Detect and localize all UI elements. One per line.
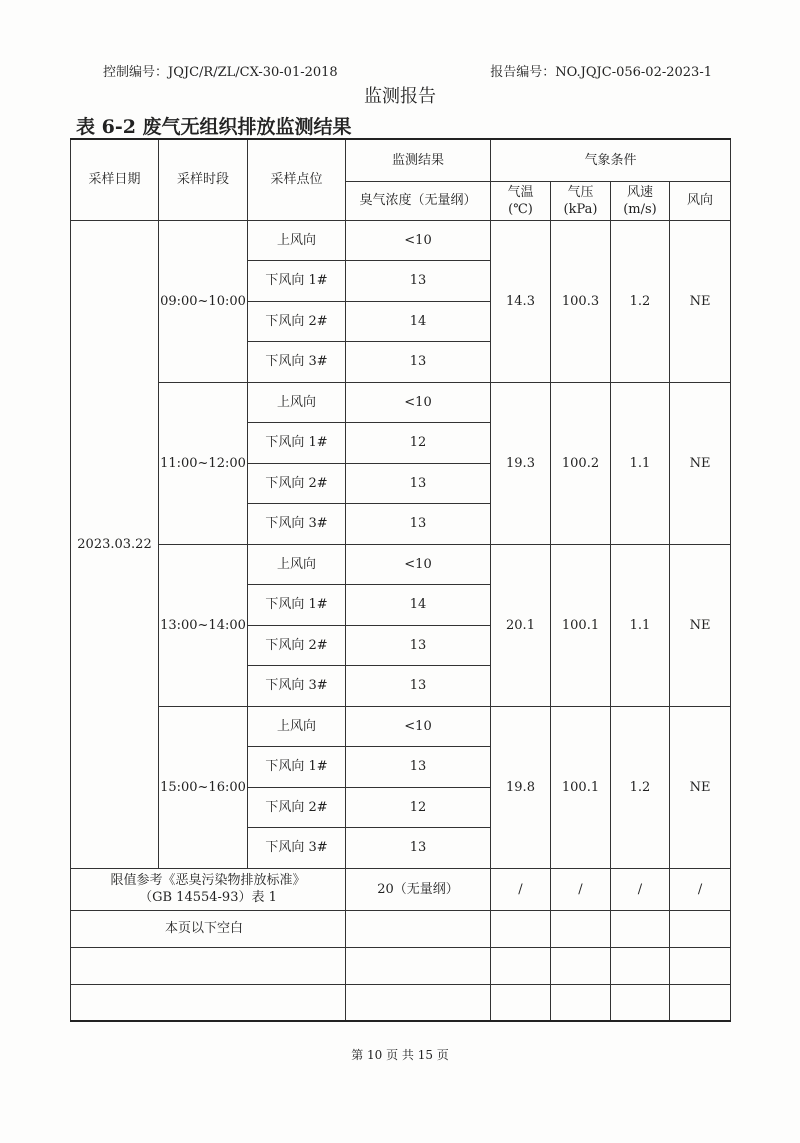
sampling-period: 09:00~10:00 xyxy=(159,220,248,382)
limit-speed: / xyxy=(611,868,670,910)
wind-speed-value: 1.2 xyxy=(611,220,670,382)
odor-value: <10 xyxy=(346,544,491,585)
sampling-point: 下风向 2# xyxy=(248,463,346,504)
limit-reference: 限值参考《恶臭污染物排放标准》 （GB 14554-93）表 1 xyxy=(71,868,346,910)
wind-direction-value: NE xyxy=(670,220,731,382)
odor-value: 13 xyxy=(346,342,491,383)
table-row xyxy=(71,220,731,261)
table-row xyxy=(71,544,731,585)
header-sampling-date: 采样日期 xyxy=(71,139,159,220)
temperature-value: 20.1 xyxy=(491,544,551,706)
sampling-point: 下风向 2# xyxy=(248,301,346,342)
blank-cell xyxy=(551,947,611,984)
table-title: 表 6-2 废气无组织排放监测结果 xyxy=(76,116,352,138)
header-monitoring-result: 监测结果 xyxy=(346,139,491,181)
sampling-point: 上风向 xyxy=(248,544,346,585)
odor-value: 12 xyxy=(346,423,491,464)
blank-cell xyxy=(71,984,346,1021)
odor-value: 13 xyxy=(346,666,491,707)
report-number: 报告编号：NO.JQJC-056-02-2023-1 xyxy=(490,65,712,80)
sampling-point: 上风向 xyxy=(248,382,346,423)
blank-cell xyxy=(491,984,551,1021)
odor-value: 13 xyxy=(346,261,491,302)
odor-value: 13 xyxy=(346,504,491,545)
limit-value: 20（无量纲） xyxy=(346,868,491,910)
odor-value: <10 xyxy=(346,220,491,261)
header-temperature: 气温 (℃) xyxy=(491,181,551,220)
pressure-value: 100.3 xyxy=(551,220,611,382)
sampling-point: 下风向 2# xyxy=(248,787,346,828)
pressure-value: 100.1 xyxy=(551,544,611,706)
blank-cell xyxy=(491,910,551,947)
limit-temp: / xyxy=(491,868,551,910)
table-row xyxy=(71,706,731,747)
odor-value: 13 xyxy=(346,747,491,788)
blank-cell xyxy=(71,947,346,984)
control-number: 控制编号：JQJC/R/ZL/CX-30-01-2018 xyxy=(103,65,338,80)
sampling-point: 下风向 2# xyxy=(248,625,346,666)
wind-speed-value: 1.1 xyxy=(611,382,670,544)
blank-row xyxy=(71,984,731,1021)
header-wind-direction: 风向 xyxy=(670,181,731,220)
sampling-point: 下风向 1# xyxy=(248,747,346,788)
sampling-point: 下风向 3# xyxy=(248,342,346,383)
wind-speed-value: 1.1 xyxy=(611,544,670,706)
temperature-value: 14.3 xyxy=(491,220,551,382)
blank-row xyxy=(71,910,731,947)
blank-cell xyxy=(346,984,491,1021)
blank-cell xyxy=(551,910,611,947)
monitoring-results-table xyxy=(70,138,731,1022)
header-sampling-point: 采样点位 xyxy=(248,139,346,220)
wind-direction-value: NE xyxy=(670,706,731,868)
blank-note: 本页以下空白 xyxy=(71,910,346,947)
odor-value: 13 xyxy=(346,828,491,869)
limit-pressure: / xyxy=(551,868,611,910)
blank-cell xyxy=(346,947,491,984)
odor-value: 14 xyxy=(346,585,491,626)
blank-cell xyxy=(551,984,611,1021)
odor-value: <10 xyxy=(346,706,491,747)
temperature-value: 19.8 xyxy=(491,706,551,868)
odor-value: 14 xyxy=(346,301,491,342)
sampling-period: 11:00~12:00 xyxy=(159,382,248,544)
blank-cell xyxy=(670,947,731,984)
wind-direction-value: NE xyxy=(670,544,731,706)
pressure-value: 100.2 xyxy=(551,382,611,544)
sampling-point: 下风向 1# xyxy=(248,585,346,626)
header-weather-conditions: 气象条件 xyxy=(491,139,731,181)
header-pressure: 气压 (kPa) xyxy=(551,181,611,220)
blank-cell xyxy=(670,910,731,947)
sampling-period: 15:00~16:00 xyxy=(159,706,248,868)
sampling-point: 下风向 3# xyxy=(248,666,346,707)
sampling-period: 13:00~14:00 xyxy=(159,544,248,706)
wind-speed-value: 1.2 xyxy=(611,706,670,868)
wind-direction-value: NE xyxy=(670,382,731,544)
pressure-value: 100.1 xyxy=(551,706,611,868)
sampling-point: 上风向 xyxy=(248,220,346,261)
sampling-date: 2023.03.22 xyxy=(71,220,159,868)
odor-value: 12 xyxy=(346,787,491,828)
sampling-point: 下风向 1# xyxy=(248,423,346,464)
sampling-point: 上风向 xyxy=(248,706,346,747)
odor-value: <10 xyxy=(346,382,491,423)
sampling-point: 下风向 3# xyxy=(248,504,346,545)
header-wind-speed: 风速 (m/s) xyxy=(611,181,670,220)
document-title: 监测报告 xyxy=(364,86,436,107)
blank-cell xyxy=(611,984,670,1021)
blank-cell xyxy=(346,910,491,947)
odor-value: 13 xyxy=(346,463,491,504)
blank-cell xyxy=(611,910,670,947)
blank-cell xyxy=(491,947,551,984)
blank-row xyxy=(71,947,731,984)
sampling-point: 下风向 3# xyxy=(248,828,346,869)
page-footer: 第 10 页 共 15 页 xyxy=(351,1048,449,1062)
header-odor-concentration: 臭气浓度（无量纲） xyxy=(346,181,491,220)
odor-value: 13 xyxy=(346,625,491,666)
header-sampling-period: 采样时段 xyxy=(159,139,248,220)
blank-cell xyxy=(611,947,670,984)
temperature-value: 19.3 xyxy=(491,382,551,544)
sampling-point: 下风向 1# xyxy=(248,261,346,302)
blank-cell xyxy=(670,984,731,1021)
limit-direction: / xyxy=(670,868,731,910)
limit-row xyxy=(71,868,731,910)
table-row xyxy=(71,382,731,423)
